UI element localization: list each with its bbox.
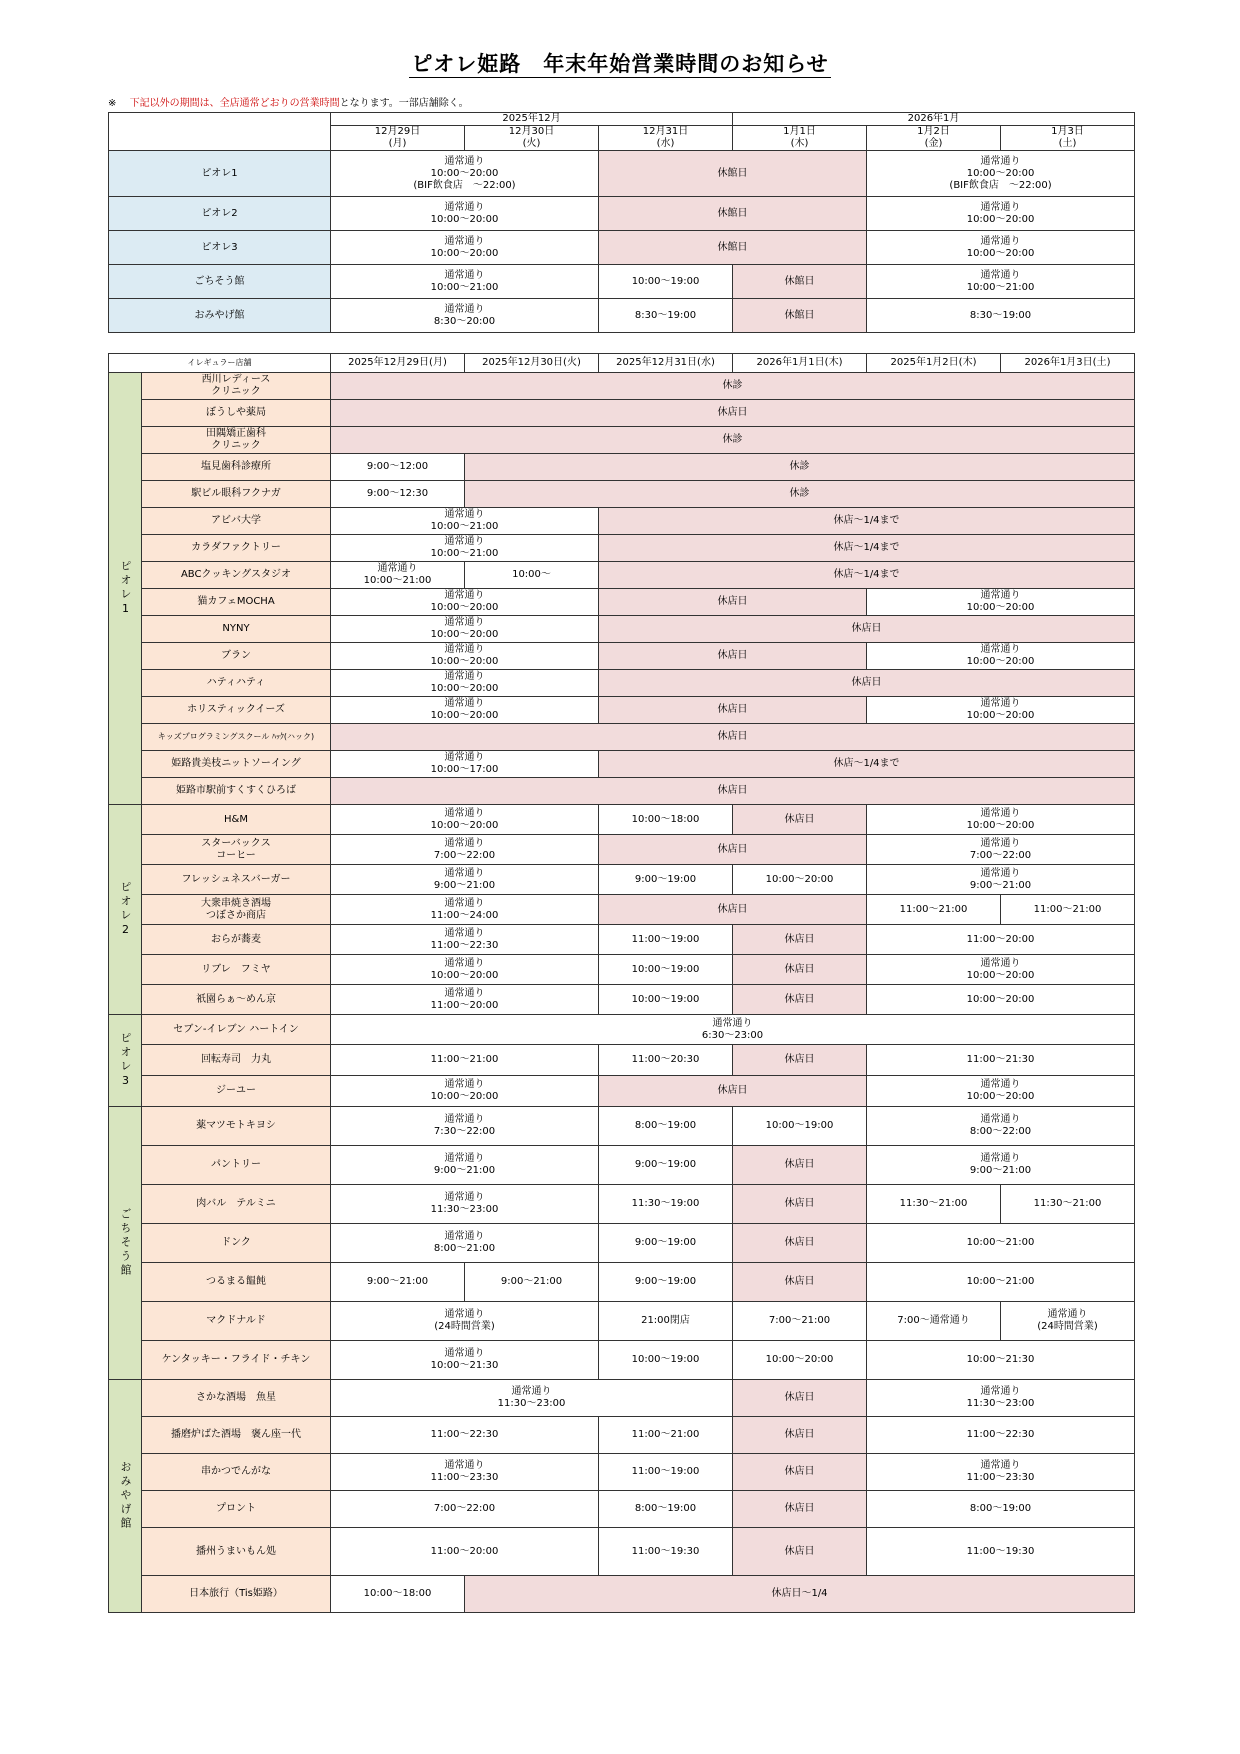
hours-cell: 10:00～21:30 bbox=[867, 1341, 1135, 1380]
shop-name: さかな酒場 魚星 bbox=[142, 1380, 331, 1417]
shop-row bbox=[109, 643, 1135, 670]
shop-row bbox=[109, 1263, 1135, 1302]
shop-row bbox=[109, 1076, 1135, 1107]
hours-cell: 11:00～22:30 bbox=[331, 1417, 599, 1454]
hours-cell: 10:00～20:00 bbox=[733, 1341, 867, 1380]
building-row bbox=[109, 299, 1135, 333]
shop-row bbox=[109, 427, 1135, 454]
shop-row bbox=[109, 1107, 1135, 1146]
shop-row bbox=[109, 589, 1135, 616]
hours-cell: 通常通り 8:00～21:00 bbox=[331, 1224, 599, 1263]
shop-row bbox=[109, 373, 1135, 400]
hours-cell: 通常通り 11:30～23:00 bbox=[331, 1185, 599, 1224]
shop-name: スターバックス コーヒー bbox=[142, 835, 331, 865]
hours-cell: 通常通り 7:30～22:00 bbox=[331, 1107, 599, 1146]
hours-cell: 10:00～20:00 bbox=[733, 865, 867, 895]
hours-cell: 8:30～19:00 bbox=[599, 299, 733, 333]
irregular-shops-table bbox=[108, 353, 1135, 1613]
shop-name: 薬マツモトキヨシ bbox=[142, 1107, 331, 1146]
hours-cell: 通常通り 9:00～21:00 bbox=[331, 865, 599, 895]
hours-cell: 7:00～通常通り bbox=[867, 1302, 1001, 1341]
shop-name: NYNY bbox=[142, 616, 331, 643]
hours-cell: 休店日 bbox=[733, 1185, 867, 1224]
notice-text bbox=[108, 97, 469, 110]
shop-name: ブラン bbox=[142, 643, 331, 670]
hours-cell: 休館日 bbox=[733, 265, 867, 299]
shop-name: セブン-イレブン ハートイン bbox=[142, 1015, 331, 1045]
hours-cell: 11:00～21:00 bbox=[599, 1417, 733, 1454]
hours-cell: 11:00～21:00 bbox=[867, 895, 1001, 925]
shop-name: 日本旅行（Tis姫路） bbox=[142, 1576, 331, 1613]
shop-name: 猫カフェMOCHA bbox=[142, 589, 331, 616]
month-header-row bbox=[109, 113, 1135, 126]
day-header-cell: 12月29日 (月) bbox=[331, 126, 465, 151]
hours-cell: 休店日 bbox=[331, 778, 1135, 805]
hours-cell: 通常通り 11:00～22:30 bbox=[331, 925, 599, 955]
hours-cell: 休診 bbox=[331, 373, 1135, 400]
hours-cell: 休店日 bbox=[733, 1417, 867, 1454]
hours-cell: 10:00～19:00 bbox=[599, 265, 733, 299]
building-group-label: ピオレ2 bbox=[109, 805, 142, 1015]
day-header-cell: 1月3日 (土) bbox=[1001, 126, 1135, 151]
hours-cell: 休店日 bbox=[733, 1491, 867, 1528]
shop-row bbox=[109, 670, 1135, 697]
hours-cell: 通常通り (24時間営業) bbox=[331, 1302, 599, 1341]
hours-cell: 休館日 bbox=[733, 299, 867, 333]
shop-row bbox=[109, 1185, 1135, 1224]
shop-name: マクドナルド bbox=[142, 1302, 331, 1341]
hours-cell: 休店～1/4まで bbox=[599, 535, 1135, 562]
day-header-cell: 1月1日 (木) bbox=[733, 126, 867, 151]
hours-cell: 休店日 bbox=[599, 697, 867, 724]
hours-cell: 10:00～20:00 bbox=[867, 985, 1135, 1015]
hours-cell: 11:00～22:30 bbox=[867, 1417, 1135, 1454]
hours-cell: 通常通り 8:00～22:00 bbox=[867, 1107, 1135, 1146]
month-header-cell: 2025年12月 bbox=[331, 113, 733, 126]
hours-cell: 9:00～19:00 bbox=[599, 1224, 733, 1263]
hours-cell: 休店日 bbox=[331, 724, 1135, 751]
hours-cell: 休店日 bbox=[733, 1263, 867, 1302]
shop-name: プロント bbox=[142, 1491, 331, 1528]
hours-cell: 休館日 bbox=[599, 231, 867, 265]
header-corner-cell bbox=[109, 113, 331, 151]
shop-name: ハティハティ bbox=[142, 670, 331, 697]
hours-cell: 休店日 bbox=[599, 895, 867, 925]
hours-cell: 通常通り 10:00～20:00 bbox=[331, 643, 599, 670]
notice-rest-text: となります。一部店舗除く。 bbox=[339, 98, 469, 109]
shop-row bbox=[109, 1146, 1135, 1185]
building-row bbox=[109, 265, 1135, 299]
day-header-cell: 12月30日 (火) bbox=[465, 126, 599, 151]
shop-row bbox=[109, 751, 1135, 778]
shop-name: 播磨炉ばた酒場 褒ん座一代 bbox=[142, 1417, 331, 1454]
shop-name: アビバ大学 bbox=[142, 508, 331, 535]
hours-cell: 通常通り 10:00～20:00 bbox=[867, 805, 1135, 835]
hours-cell: 通常通り 10:00～20:00 bbox=[331, 805, 599, 835]
building-row bbox=[109, 151, 1135, 197]
hours-cell: 通常通り 10:00～20:00 bbox=[331, 197, 599, 231]
shop-row bbox=[109, 985, 1135, 1015]
hours-cell: 8:00～19:00 bbox=[599, 1107, 733, 1146]
hours-cell: 休店日 bbox=[733, 1224, 867, 1263]
hours-cell: 休店日～1/4 bbox=[465, 1576, 1135, 1613]
hours-cell: 11:30～19:00 bbox=[599, 1185, 733, 1224]
shop-name: おらが蕎麦 bbox=[142, 925, 331, 955]
hours-cell: 通常通り 10:00～20:00 bbox=[331, 616, 599, 643]
hours-cell: 通常通り 10:00～20:00 bbox=[867, 697, 1135, 724]
shop-row bbox=[109, 454, 1135, 481]
hours-cell: 11:00～21:00 bbox=[1001, 895, 1135, 925]
shop-row bbox=[109, 697, 1135, 724]
building-row bbox=[109, 197, 1135, 231]
building-group-label: ピオレ3 bbox=[109, 1015, 142, 1107]
shop-row bbox=[109, 805, 1135, 835]
date-header-cell: 2026年1月3日(土) bbox=[1001, 354, 1135, 373]
shop-name: ドンク bbox=[142, 1224, 331, 1263]
hours-cell: 通常通り 10:00～20:00 bbox=[867, 197, 1135, 231]
shop-row bbox=[109, 895, 1135, 925]
date-header-cell: 2025年12月29日(月) bbox=[331, 354, 465, 373]
shop-row bbox=[109, 1341, 1135, 1380]
shop-row bbox=[109, 1224, 1135, 1263]
hours-cell: 休店日 bbox=[599, 643, 867, 670]
hours-cell: 通常通り 10:00～20:00 bbox=[867, 643, 1135, 670]
day-header-cell: 12月31日 (水) bbox=[599, 126, 733, 151]
hours-cell: 9:00～21:00 bbox=[331, 1263, 465, 1302]
shop-name: 姫路貴美枝ニットソーイング bbox=[142, 751, 331, 778]
hours-cell: 10:00～19:00 bbox=[733, 1107, 867, 1146]
date-header-cell: 2026年1月1日(木) bbox=[733, 354, 867, 373]
hours-cell: 通常通り 10:00～20:00 bbox=[867, 955, 1135, 985]
hours-cell: 10:00～19:00 bbox=[599, 955, 733, 985]
building-row bbox=[109, 231, 1135, 265]
hours-cell: 11:00～20:00 bbox=[867, 925, 1135, 955]
hours-cell: 8:00～19:00 bbox=[599, 1491, 733, 1528]
hours-cell: 休店～1/4まで bbox=[599, 562, 1135, 589]
shop-row bbox=[109, 955, 1135, 985]
hours-cell: 10:00～19:00 bbox=[599, 1341, 733, 1380]
shop-name: ぼうしや薬局 bbox=[142, 400, 331, 427]
hours-cell: 休店日 bbox=[733, 955, 867, 985]
hours-cell: 8:30～19:00 bbox=[867, 299, 1135, 333]
shop-row bbox=[109, 508, 1135, 535]
shop-name: ホリスティックイーズ bbox=[142, 697, 331, 724]
hours-cell: 11:30～21:00 bbox=[867, 1185, 1001, 1224]
hours-cell: 10:00～21:00 bbox=[867, 1224, 1135, 1263]
shop-row bbox=[109, 562, 1135, 589]
notice-mark: ※ bbox=[108, 98, 117, 109]
hours-cell: 11:00～20:00 bbox=[331, 1528, 599, 1576]
hours-cell: 通常通り 9:00～21:00 bbox=[867, 1146, 1135, 1185]
shop-name: 祇園らぁ～めん京 bbox=[142, 985, 331, 1015]
hours-cell: 通常通り 10:00～20:00 bbox=[331, 955, 599, 985]
shop-name: 播州うまいもん処 bbox=[142, 1528, 331, 1576]
hours-cell: 通常通り 10:00～21:00 bbox=[331, 508, 599, 535]
hours-cell: 休店日 bbox=[733, 805, 867, 835]
shop-name: ジーユー bbox=[142, 1076, 331, 1107]
building-group-label: ピオレ1 bbox=[109, 373, 142, 805]
shop-name: パントリー bbox=[142, 1146, 331, 1185]
shop-row bbox=[109, 1417, 1135, 1454]
hours-cell: 通常通り 10:00～21:00 bbox=[331, 265, 599, 299]
shop-name: キッズプログラミングスクール ﾊｯｸ(ハック) bbox=[142, 724, 331, 751]
hours-cell: 通常通り 10:00～20:00 bbox=[331, 670, 599, 697]
building-name: ごちそう館 bbox=[109, 265, 331, 299]
building-group-label: おみやげ館 bbox=[109, 1380, 142, 1613]
hours-cell: 11:00～19:30 bbox=[599, 1528, 733, 1576]
hours-cell: 9:00～19:00 bbox=[599, 865, 733, 895]
shop-row bbox=[109, 1528, 1135, 1576]
hours-cell: 通常通り 11:30～23:00 bbox=[867, 1380, 1135, 1417]
shop-row bbox=[109, 535, 1135, 562]
shop-row bbox=[109, 1380, 1135, 1417]
building-name: ピオレ3 bbox=[109, 231, 331, 265]
shop-name: 串かつでんがな bbox=[142, 1454, 331, 1491]
shop-name: 姫路市駅前すくすくひろば bbox=[142, 778, 331, 805]
date-header-row bbox=[109, 354, 1135, 373]
hours-cell: 休診 bbox=[465, 481, 1135, 508]
hours-cell: 休店日 bbox=[733, 1380, 867, 1417]
hours-cell: 11:00～19:00 bbox=[599, 925, 733, 955]
hours-cell: 通常通り 10:00～20:00 bbox=[331, 231, 599, 265]
hours-cell: 休店～1/4まで bbox=[599, 751, 1135, 778]
shop-row bbox=[109, 1045, 1135, 1076]
hours-cell: 休店日 bbox=[733, 1045, 867, 1076]
hours-cell: 通常通り 10:00～20:00 (BIF飲食店 ～22:00) bbox=[867, 151, 1135, 197]
shop-row bbox=[109, 616, 1135, 643]
hours-cell: 通常通り 11:00～24:00 bbox=[331, 895, 599, 925]
hours-cell: 通常通り 10:00～21:00 bbox=[867, 265, 1135, 299]
hours-cell: 9:00～21:00 bbox=[465, 1263, 599, 1302]
hours-cell: 通常通り 11:00～23:30 bbox=[331, 1454, 599, 1491]
shop-name: ABCクッキングスタジオ bbox=[142, 562, 331, 589]
irregular-header-label: イレギュラー店舗 bbox=[109, 354, 331, 373]
shop-name: リブレ フミヤ bbox=[142, 955, 331, 985]
shop-name: カラダファクトリー bbox=[142, 535, 331, 562]
hours-cell: 休診 bbox=[331, 427, 1135, 454]
hours-cell: 通常通り 9:00～21:00 bbox=[331, 1146, 599, 1185]
hours-cell: 9:00～12:30 bbox=[331, 481, 465, 508]
hours-cell: 通常通り 6:30～23:00 bbox=[331, 1015, 1135, 1045]
building-hours-table bbox=[108, 112, 1135, 333]
hours-cell: 休店日 bbox=[733, 1454, 867, 1491]
building-name: ピオレ2 bbox=[109, 197, 331, 231]
hours-cell: 通常通り 10:00～20:00 bbox=[867, 589, 1135, 616]
hours-cell: 通常通り 10:00～20:00 bbox=[867, 231, 1135, 265]
hours-cell: 通常通り 8:30～20:00 bbox=[331, 299, 599, 333]
hours-cell: 休店日 bbox=[733, 925, 867, 955]
shop-name: 回転寿司 力丸 bbox=[142, 1045, 331, 1076]
page-title: ピオレ姫路 年末年始営業時間のお知らせ bbox=[411, 52, 829, 76]
hours-cell: 10:00～ bbox=[465, 562, 599, 589]
hours-cell: 9:00～19:00 bbox=[599, 1146, 733, 1185]
hours-cell: 休館日 bbox=[599, 151, 867, 197]
hours-cell: 通常通り 11:30～23:00 bbox=[331, 1380, 733, 1417]
hours-cell: 7:00～21:00 bbox=[733, 1302, 867, 1341]
hours-cell: 7:00～22:00 bbox=[331, 1491, 599, 1528]
building-group-label: ごちそう館 bbox=[109, 1107, 142, 1380]
building-name: ピオレ1 bbox=[109, 151, 331, 197]
day-header-cell: 1月2日 (金) bbox=[867, 126, 1001, 151]
date-header-cell: 2025年12月30日(火) bbox=[465, 354, 599, 373]
shop-name: フレッシュネスバーガー bbox=[142, 865, 331, 895]
hours-cell: 通常通り 11:00～20:00 bbox=[331, 985, 599, 1015]
shop-name: 大衆串焼き酒場 つぼさか商店 bbox=[142, 895, 331, 925]
hours-cell: 21:00閉店 bbox=[599, 1302, 733, 1341]
hours-cell: 休店日 bbox=[331, 400, 1135, 427]
date-header-cell: 2025年1月2日(木) bbox=[867, 354, 1001, 373]
hours-cell: 通常通り 10:00～20:00 bbox=[331, 589, 599, 616]
shop-row bbox=[109, 1491, 1135, 1528]
shop-name: 塩見歯科診療所 bbox=[142, 454, 331, 481]
shop-row bbox=[109, 865, 1135, 895]
hours-cell: 11:00～19:00 bbox=[599, 1454, 733, 1491]
hours-cell: 通常通り 10:00～20:00 bbox=[331, 697, 599, 724]
shop-name: H&M bbox=[142, 805, 331, 835]
hours-cell: 休店～1/4まで bbox=[599, 508, 1135, 535]
shop-row bbox=[109, 400, 1135, 427]
hours-cell: 休店日 bbox=[599, 589, 867, 616]
hours-cell: 休店日 bbox=[733, 985, 867, 1015]
shop-name: つるまる饂飩 bbox=[142, 1263, 331, 1302]
hours-cell: 休店日 bbox=[599, 835, 867, 865]
hours-cell: 休診 bbox=[465, 454, 1135, 481]
hours-cell: 休店日 bbox=[733, 1528, 867, 1576]
shop-row bbox=[109, 835, 1135, 865]
hours-cell: 10:00～18:00 bbox=[599, 805, 733, 835]
shop-name: 肉バル テルミニ bbox=[142, 1185, 331, 1224]
hours-cell: 通常通り 10:00～17:00 bbox=[331, 751, 599, 778]
hours-cell: 9:00～19:00 bbox=[599, 1263, 733, 1302]
hours-cell: 10:00～19:00 bbox=[599, 985, 733, 1015]
shop-row bbox=[109, 724, 1135, 751]
hours-cell: 通常通り 10:00～21:30 bbox=[331, 1341, 599, 1380]
hours-cell: 通常通り 7:00～22:00 bbox=[867, 835, 1135, 865]
hours-cell: 11:00～21:30 bbox=[867, 1045, 1135, 1076]
hours-cell: 10:00～21:00 bbox=[867, 1263, 1135, 1302]
hours-cell: 通常通り 11:00～23:30 bbox=[867, 1454, 1135, 1491]
shop-row bbox=[109, 1302, 1135, 1341]
shop-row bbox=[109, 481, 1135, 508]
shop-row bbox=[109, 778, 1135, 805]
notice-red-text: 下記以外の期間は、全店通常どおりの営業時間 bbox=[129, 98, 340, 109]
hours-cell: 10:00～18:00 bbox=[331, 1576, 465, 1613]
hours-cell: 休館日 bbox=[599, 197, 867, 231]
hours-cell: 休店日 bbox=[599, 616, 1135, 643]
hours-cell: 通常通り 10:00～20:00 bbox=[331, 1076, 599, 1107]
shop-row bbox=[109, 1576, 1135, 1613]
hours-cell: 8:00～19:00 bbox=[867, 1491, 1135, 1528]
shop-row bbox=[109, 1454, 1135, 1491]
hours-cell: 11:00～20:30 bbox=[599, 1045, 733, 1076]
month-header-cell: 2026年1月 bbox=[733, 113, 1135, 126]
hours-cell: 休店日 bbox=[599, 1076, 867, 1107]
hours-cell: 11:00～19:30 bbox=[867, 1528, 1135, 1576]
hours-cell: 休店日 bbox=[599, 670, 1135, 697]
hours-cell: 通常通り 10:00～21:00 bbox=[331, 562, 465, 589]
hours-cell: 通常通り 7:00～22:00 bbox=[331, 835, 599, 865]
shop-name: 田隅矯正歯科 クリニック bbox=[142, 427, 331, 454]
shop-row bbox=[109, 925, 1135, 955]
hours-cell: 通常通り 10:00～20:00 bbox=[867, 1076, 1135, 1107]
hours-cell: 通常通り 9:00～21:00 bbox=[867, 865, 1135, 895]
hours-cell: 通常通り 10:00～20:00 (BIF飲食店 ～22:00) bbox=[331, 151, 599, 197]
shop-name: ケンタッキー・フライド・チキン bbox=[142, 1341, 331, 1380]
shop-name: 駅ビル眼科フクナガ bbox=[142, 481, 331, 508]
hours-cell: 11:00～21:00 bbox=[331, 1045, 599, 1076]
hours-cell: 休店日 bbox=[733, 1146, 867, 1185]
hours-cell: 11:30～21:00 bbox=[1001, 1185, 1135, 1224]
building-name: おみやげ館 bbox=[109, 299, 331, 333]
date-header-cell: 2025年12月31日(水) bbox=[599, 354, 733, 373]
hours-cell: 通常通り 10:00～21:00 bbox=[331, 535, 599, 562]
hours-cell: 9:00～12:00 bbox=[331, 454, 465, 481]
shop-name: 西川レディース クリニック bbox=[142, 373, 331, 400]
hours-cell: 通常通り (24時間営業) bbox=[1001, 1302, 1135, 1341]
shop-row bbox=[109, 1015, 1135, 1045]
